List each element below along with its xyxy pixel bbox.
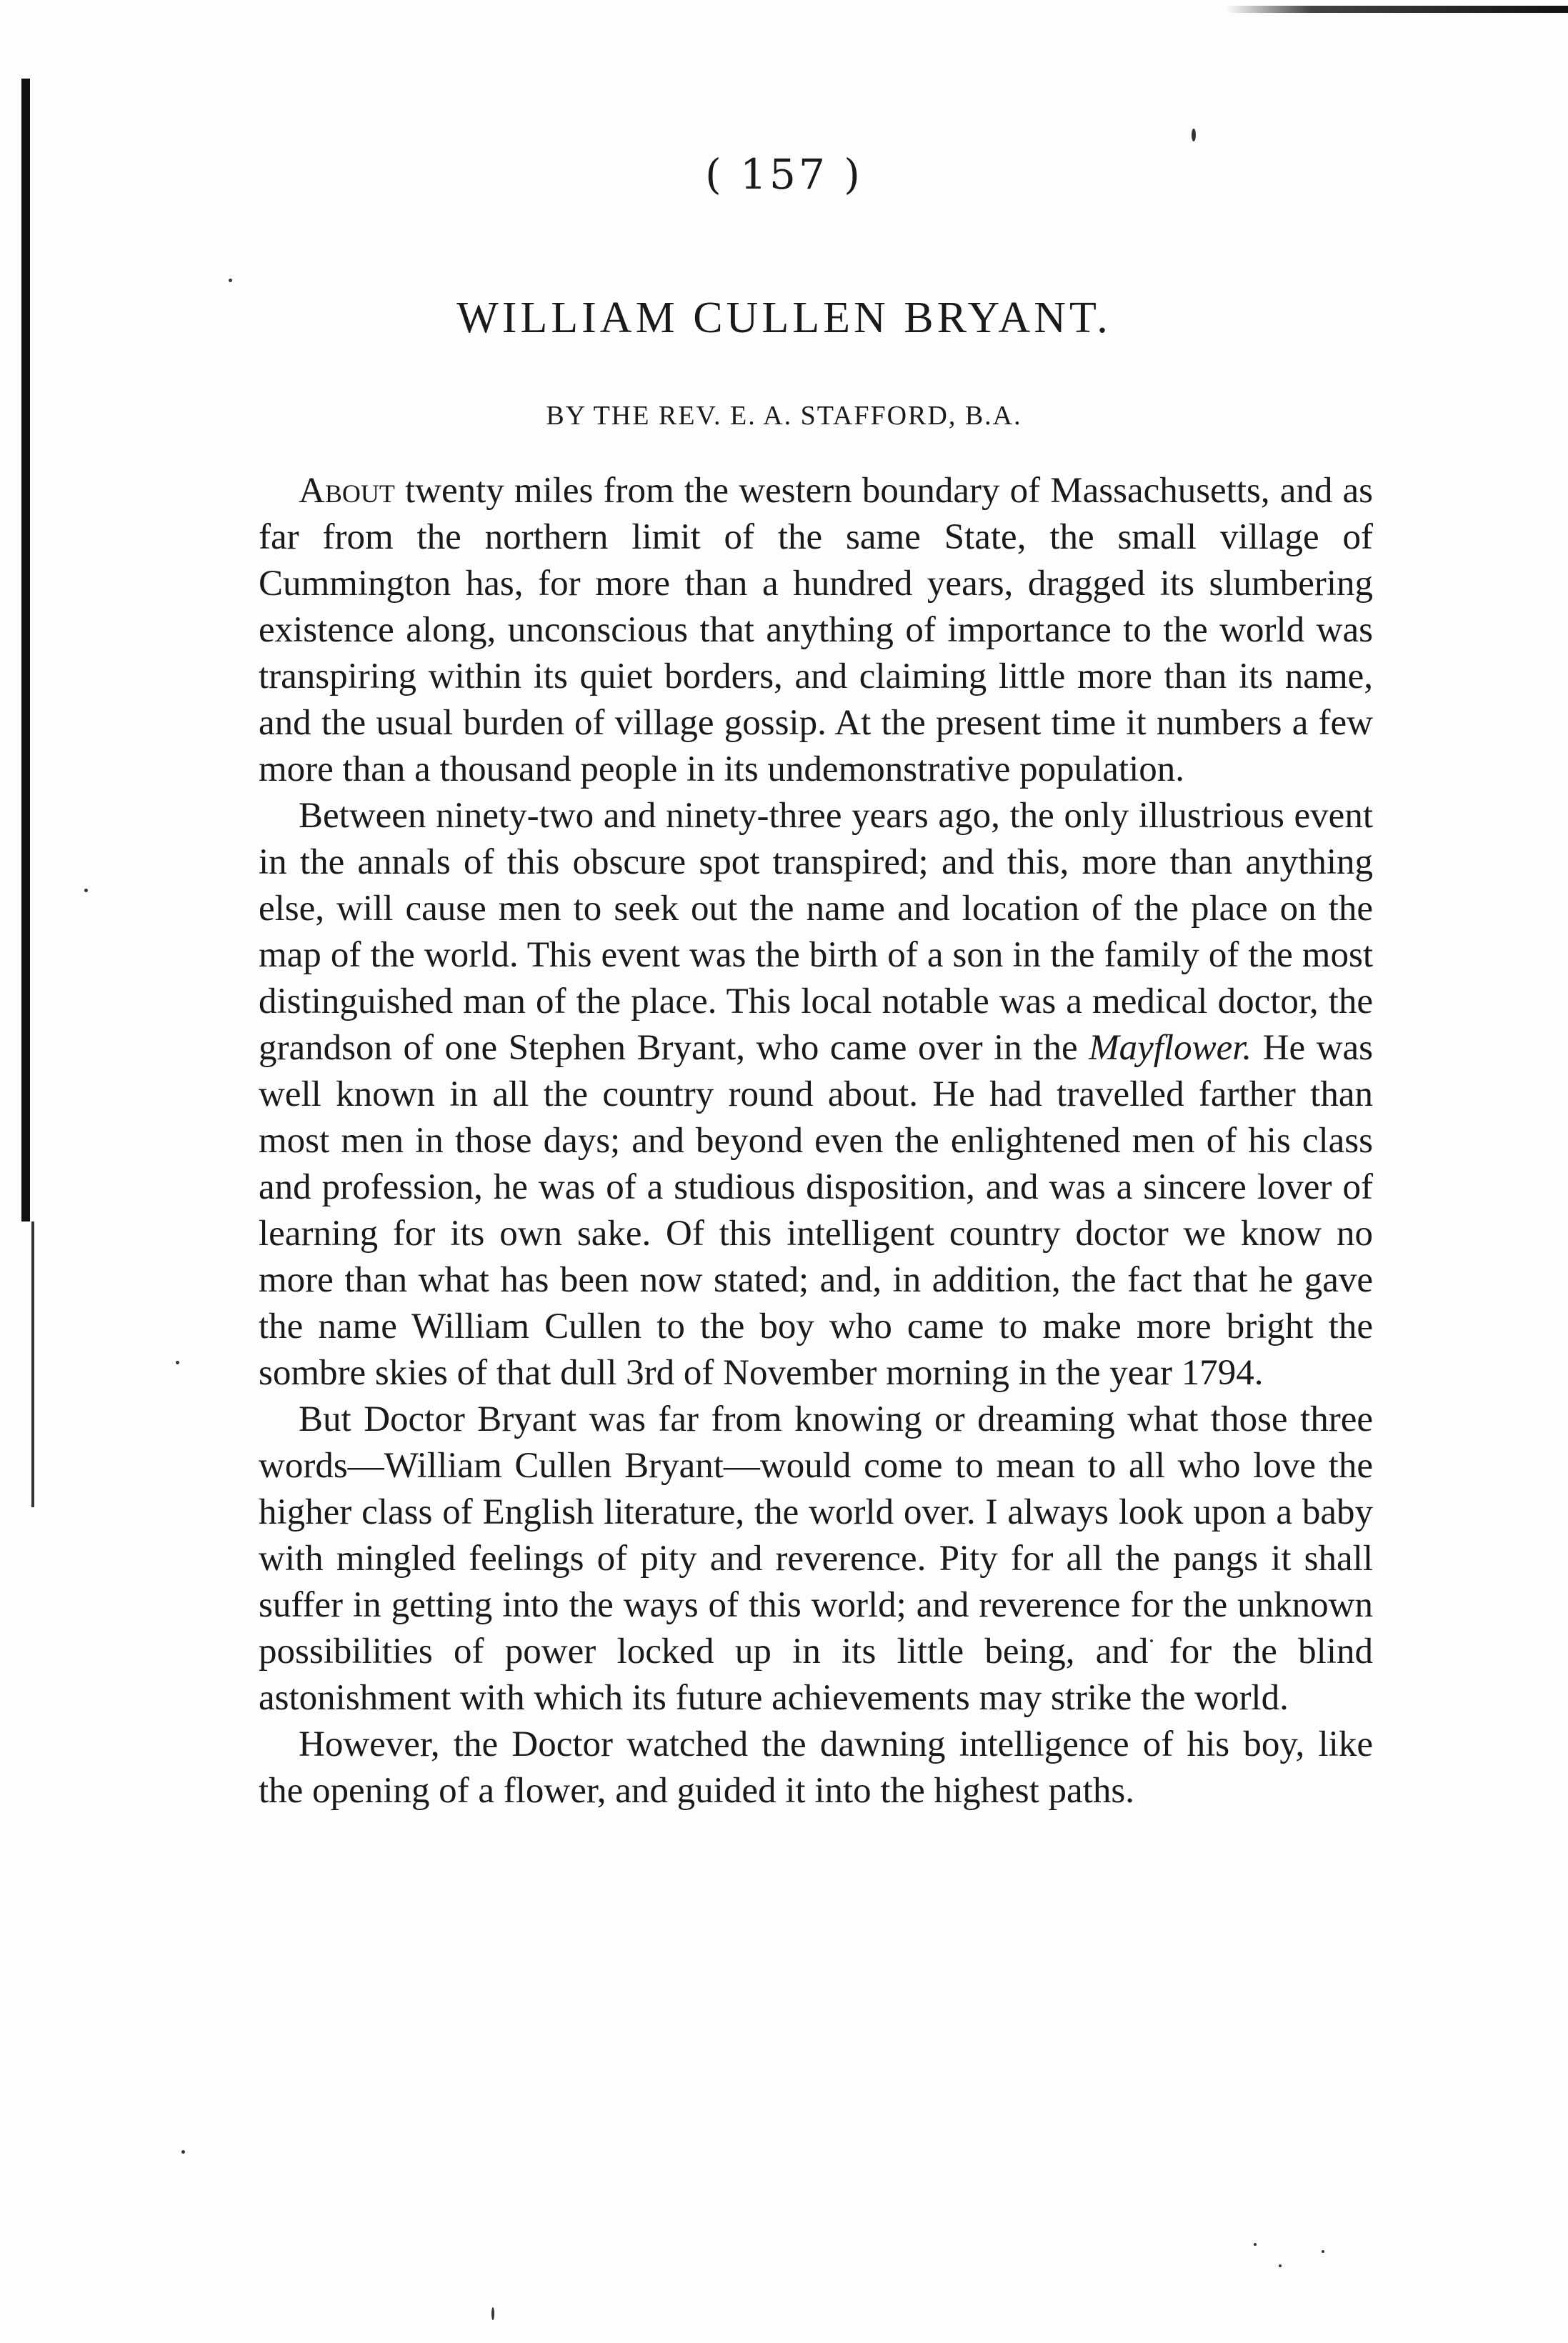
paragraph-text: He was well known in all the country round about. He had travelled farther than most men in those days; and beyond even the enlightened men of his class and profession, he was of a studious disposition, and was a sincere lover of learning for its own sake. Of this intelligent country doctor we know no more than what has been now stated; and, in addition, the fact that he gave the name William Cullen to the boy who came to make more bright the sombre skies of that dull 3rd of November morning in the year 1794.	[259, 1028, 1374, 1393]
scan-speck	[1192, 129, 1196, 141]
paragraph	[259, 468, 1373, 793]
paragraph-text: Between ninety-two and ninety-three years ago, the only illustrious event in the annals of this obscure spot transpired; and this, more than anything else, will cause men to seek out the name and location of the place on the map of the world. This event was the birth of a son in the family of the most distinguished man of the place. This local notable was a medical doctor, the grandson of one Stephen Bryant, who came over in the	[259, 796, 1373, 1068]
paragraph-lead: About	[299, 471, 395, 511]
article-byline: BY THE REV. E. A. STAFFORD, B.A.	[546, 401, 1022, 431]
scan-speck	[176, 1361, 179, 1364]
scan-speck	[1322, 2250, 1324, 2253]
scan-edge-mark	[1225, 6, 1568, 13]
scan-speck	[229, 279, 232, 282]
article-title: WILLIAM CULLEN BRYANT.	[456, 294, 1112, 342]
scan-speck	[491, 2307, 494, 2320]
paragraph	[259, 793, 1373, 1397]
scan-speck	[1279, 2264, 1282, 2267]
scan-binding-shadow-thin	[31, 1222, 34, 1507]
ship-name: Mayflower.	[1089, 1028, 1252, 1068]
page-number: ( 157 )	[705, 150, 863, 199]
paragraph: But Doctor Bryant was far from knowing or dreaming what those three words—William Cullen Bryant—would come to mean to all who love the higher class of English literature, the world over. I always look upon a baby with mingled feelings of pity and reverence. Pity for all the pangs it shall suffer in getting into the ways of this world; and reverence for the unknown possibilities of power locked up in its little being, and for the blind astonishment with which its future achievements may strike the world.	[259, 1399, 1373, 1718]
scan-speck	[1254, 2243, 1257, 2246]
scan-speck	[84, 889, 88, 892]
article-body	[259, 468, 1373, 1814]
paragraph-text: twenty miles from the western boundary of Massachusetts, and as far from the northern limit of the same State, the small village of Cummington has, for more than a hundred years, dragged its slumbering existence along, unconscious that anything of importance to the world was transpiring within its quiet borders, and claiming little more than its name, and the usual burden of village gossip. At the present time it numbers a few more than a thousand people in its undemonstrative population.	[259, 471, 1373, 789]
scan-binding-shadow	[21, 79, 30, 1222]
paragraph: However, the Doctor watched the dawning intelligence of his boy, like the opening of a flower, and guided it into the highest paths.	[259, 1724, 1373, 1811]
scan-speck	[181, 2150, 185, 2154]
